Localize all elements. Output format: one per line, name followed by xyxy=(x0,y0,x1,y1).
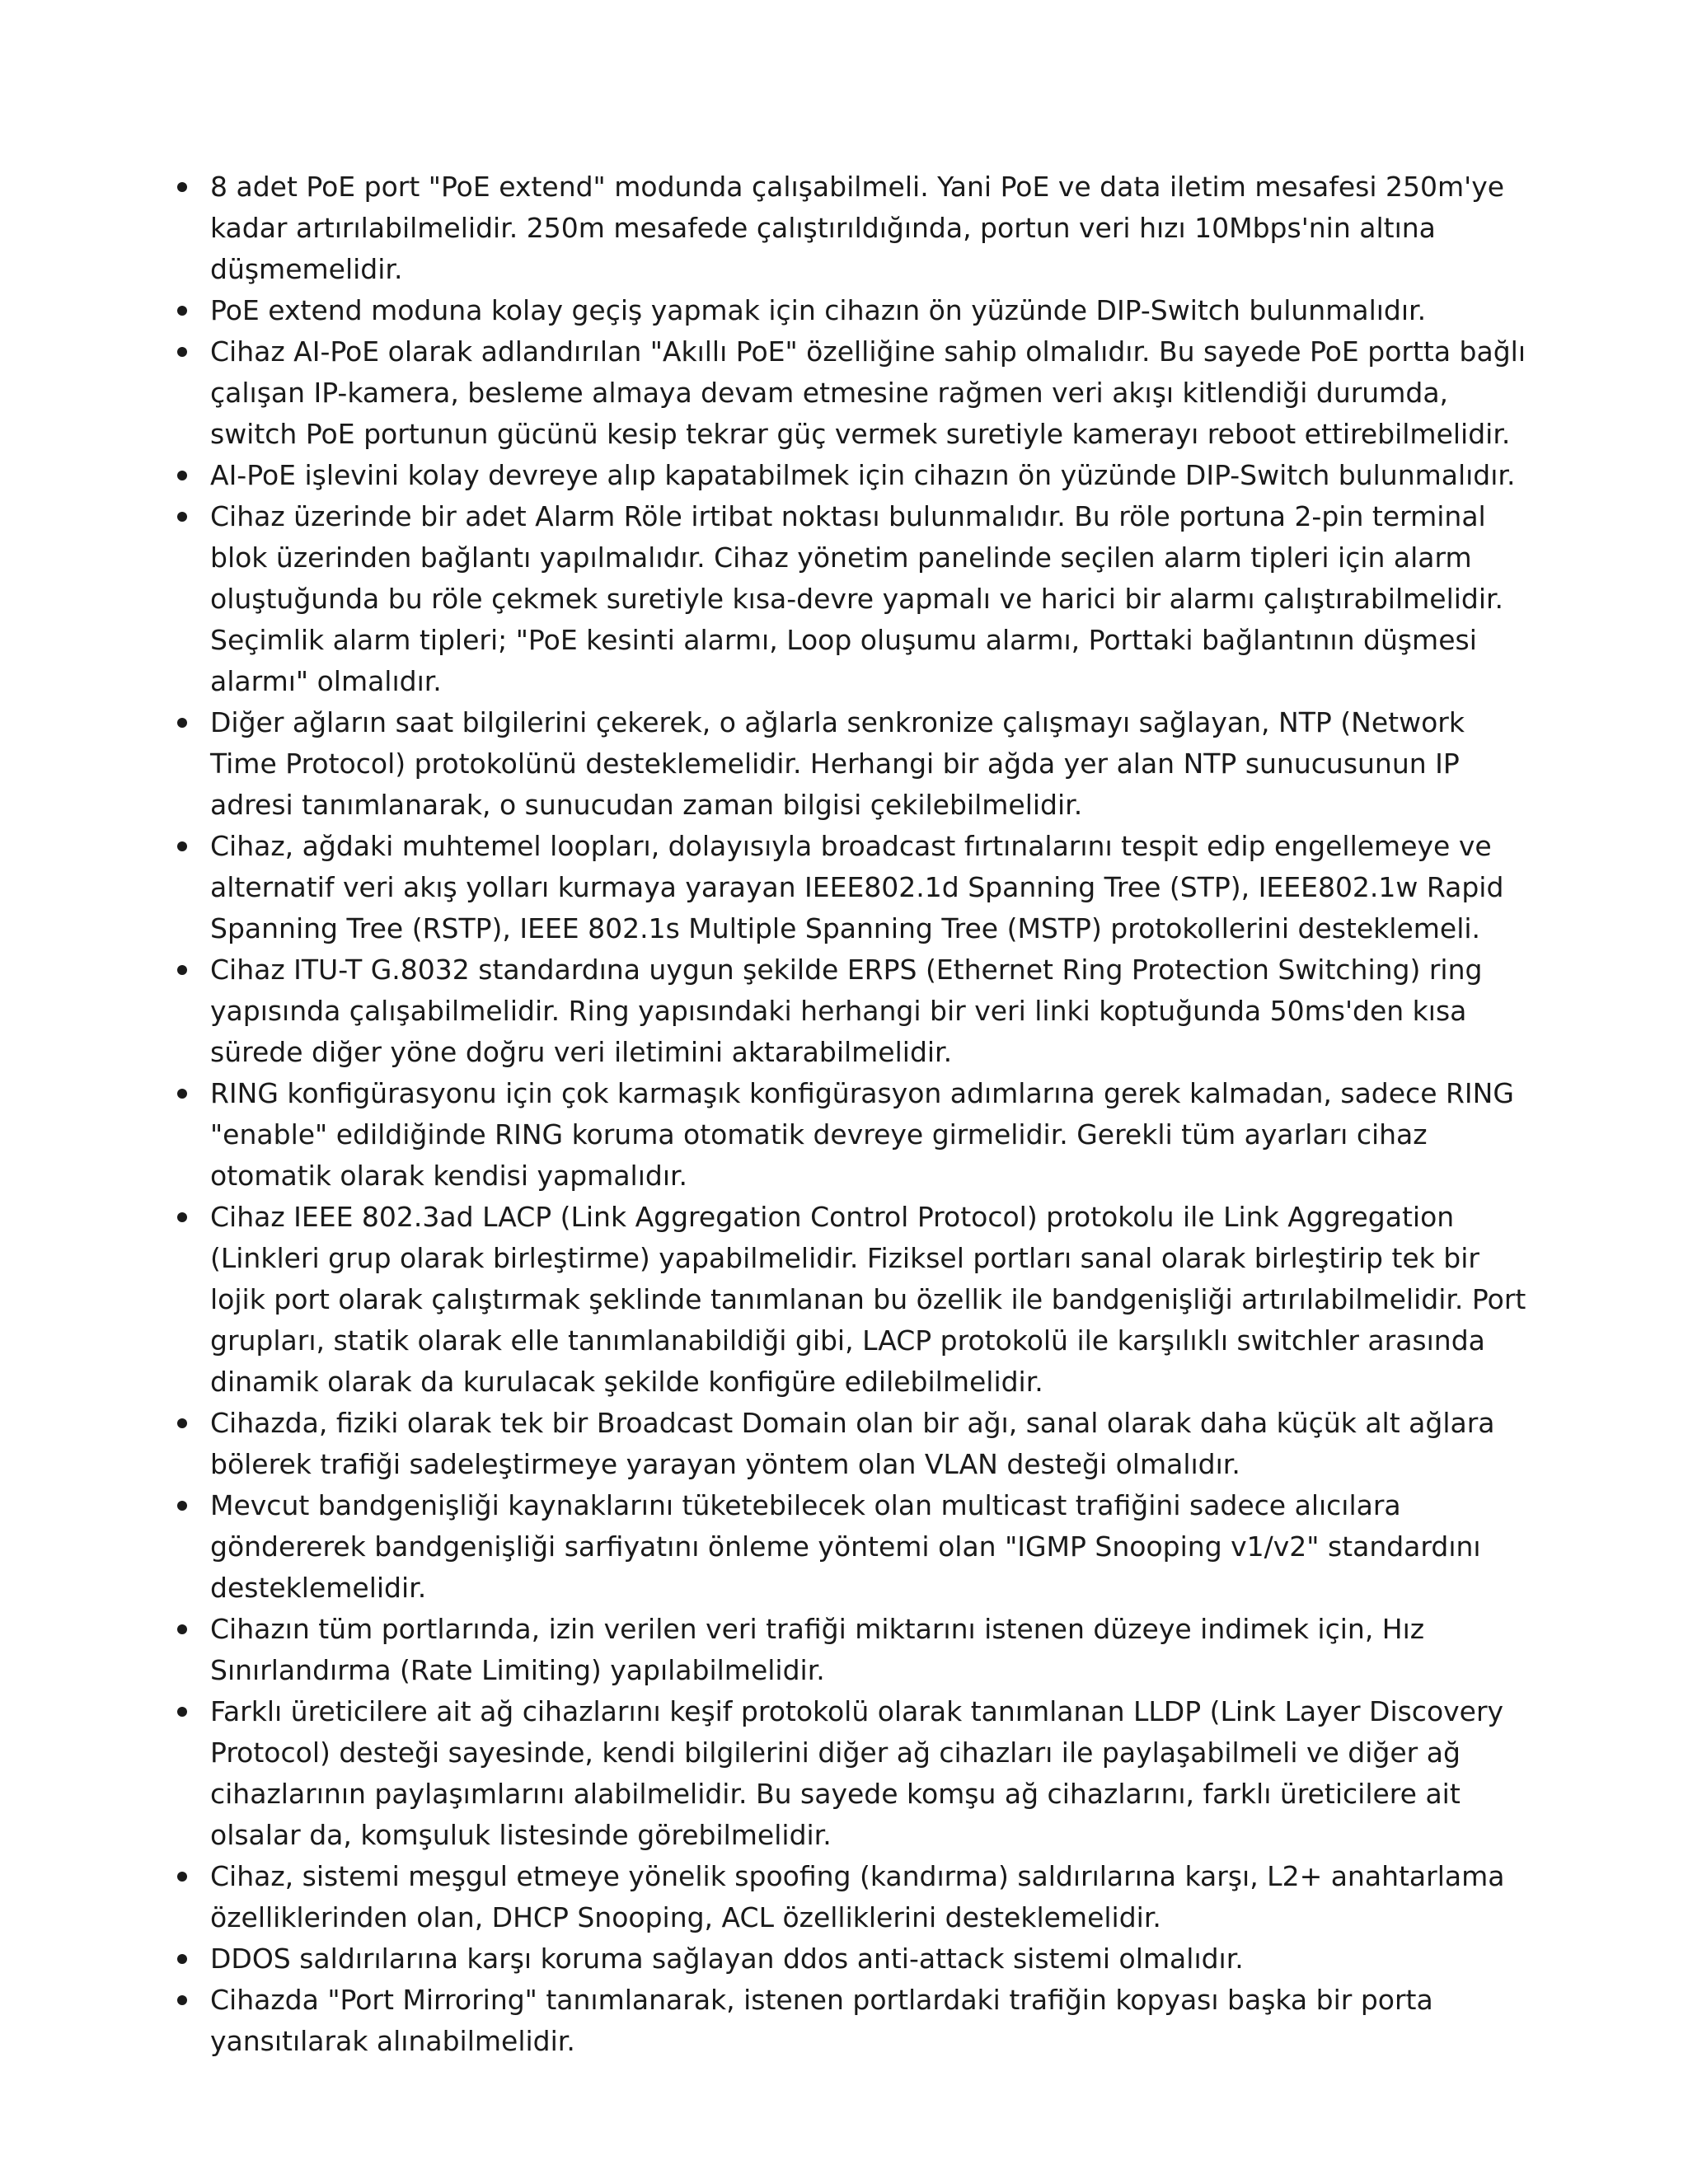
bullet-icon xyxy=(177,841,187,851)
bullet-icon xyxy=(177,1212,187,1222)
bullet-icon xyxy=(177,347,187,357)
list-item-text: RING konfigürasyonu için çok karmaşık konfigürasyon adımlarına gerek kalmadan, sadece RING "enable" edildiğinde RING koruma otomatik devreye girmelidir. Gerekli tüm ayarları cihaz otomatik olarak kendisi yapmalıdır. xyxy=(210,1077,1514,1192)
list-item-text: Cihazda, fiziki olarak tek bir Broadcast Domain olan bir ağı, sanal olarak daha küçük alt ağlara bölerek trafiği sadeleştirmeye yarayan yöntem olan VLAN desteği olmalıdır. xyxy=(210,1407,1495,1480)
bullet-icon xyxy=(177,1995,187,2005)
list-item-text: DDOS saldırılarına karşı koruma sağlayan ddos anti-attack sistemi olmalıdır. xyxy=(210,1943,1244,1975)
list-item-text: Mevcut bandgenişliği kaynaklarını tüketebilecek olan multicast trafiğini sadece alıcılara göndererek bandgenişliği sarfiyatını önleme yöntemi olan "IGMP Snooping v1/v2" standardını desteklemelidir. xyxy=(210,1489,1481,1604)
list-item-text: Cihaz, ağdaki muhtemel loopları, dolayısıyla broadcast fırtınalarını tespit edip engellemeye ve alternatif veri akış yolları kurmaya yarayan IEEE802.1d Spanning Tree (STP), IEEE802.1w Rapid Spanning Tree (RSTP), IEEE 802.1s Multiple Spanning Tree (MSTP) protokollerini desteklemeli. xyxy=(210,830,1504,944)
list-item xyxy=(177,1403,1529,1485)
list-item xyxy=(177,1980,1529,2062)
list-item-text: Cihaz ITU-T G.8032 standardına uygun şekilde ERPS (Ethernet Ring Protection Switching) ring yapısında çalışabilmelidir. Ring yapısındaki herhangi bir veri linki koptuğunda 50ms'den kısa sürede diğer yöne doğru veri iletimini aktarabilmelidir. xyxy=(210,954,1483,1068)
list-item xyxy=(177,1073,1529,1197)
list-item xyxy=(177,331,1529,455)
list-item-text: Cihazda "Port Mirroring" tanımlanarak, istenen portlardaki trafiğin kopyası başka bir porta yansıtılarak alınabilmelidir. xyxy=(210,1984,1433,2057)
bullet-icon xyxy=(177,1418,187,1428)
bullet-icon xyxy=(177,512,187,522)
bullet-icon xyxy=(177,1954,187,1964)
bullet-icon xyxy=(177,1707,187,1717)
list-item-text: Cihaz IEEE 802.3ad LACP (Link Aggregation Control Protocol) protokolu ile Link Aggregation (Linkleri grup olarak birleştirme) yapabilmelidir. Fiziksel portları sanal olarak birleştirip tek bir lojik port olarak çalıştırmak şeklinde tanımlanan bu özellik ile bandgenişliği artırılabilmelidir. Port grupları, statik olarak elle tanımlanabildiği gibi, LACP protokolü ile karşılıklı switchler arasında dinamik olarak da kurulacak şekilde konfigüre edilebilmelidir. xyxy=(210,1201,1526,1398)
list-item xyxy=(177,290,1529,331)
list-item xyxy=(177,1485,1529,1609)
list-item xyxy=(177,702,1529,826)
bullet-icon xyxy=(177,1089,187,1099)
list-item xyxy=(177,1609,1529,1691)
bullet-icon xyxy=(177,965,187,975)
list-item-text: Diğer ağların saat bilgilerini çekerek, o ağlarla senkronize çalışmayı sağlayan, NTP (Network Time Protocol) protokolünü desteklemelidir. Herhangi bir ağda yer alan NTP sunucusunun IP adresi tanımlanarak, o sunucudan zaman bilgisi çekilebilmelidir. xyxy=(210,706,1465,821)
list-item xyxy=(177,496,1529,702)
list-item-text: Cihazın tüm portlarında, izin verilen veri trafiği miktarını istenen düzeye indimek için, Hız Sınırlandırma (Rate Limiting) yapılabilmelidir. xyxy=(210,1613,1425,1686)
list-item-text: 8 adet PoE port "PoE extend" modunda çalışabilmeli. Yani PoE ve data iletim mesafesi 250m'ye kadar artırılabilmelidir. 250m mesafede çalıştırıldığında, portun veri hızı 10Mbps'nin altına düşmemelidir. xyxy=(210,171,1505,285)
list-item xyxy=(177,166,1529,290)
bullet-icon xyxy=(177,471,187,480)
list-item-text: Farklı üreticilere ait ağ cihazlarını keşif protokolü olarak tanımlanan LLDP (Link Layer Discovery Protocol) desteği sayesinde, kendi bilgilerini diğer ağ cihazları ile paylaşabilmeli ve diğer ağ cihazlarının paylaşımlarını alabilmelidir. Bu sayede komşu ağ cihazlarını, farklı üreticilere ait olsalar da, komşuluk listesinde görebilmelidir. xyxy=(210,1695,1504,1851)
bullet-icon xyxy=(177,1624,187,1634)
bullet-icon xyxy=(177,182,187,192)
list-item-text: Cihaz üzerinde bir adet Alarm Röle irtibat noktası bulunmalıdır. Bu röle portuna 2-pin terminal blok üzerinden bağlantı yapılmalıdır. Cihaz yönetim panelinde seçilen alarm tipleri için alarm oluştuğunda bu röle çekmek suretiyle kısa-devre yapmalı ve harici bir alarmı çalıştırabilmelidir. Seçimlik alarm tipleri; "PoE kesinti alarmı, Loop oluşumu alarmı, Porttaki bağlantının düşmesi alarmı" olmalıdır. xyxy=(210,500,1504,697)
list-item-text: PoE extend moduna kolay geçiş yapmak için cihazın ön yüzünde DIP-Switch bulunmalıdır. xyxy=(210,294,1427,326)
bullet-icon xyxy=(177,306,187,316)
list-item xyxy=(177,1691,1529,1856)
list-item-text: Cihaz, sistemi meşgul etmeye yönelik spoofing (kandırma) saldırılarına karşı, L2+ anahtarlama özelliklerinden olan, DHCP Snooping, ACL özelliklerini desteklemelidir. xyxy=(210,1860,1505,1933)
list-item-text: Cihaz AI-PoE olarak adlandırılan "Akıllı PoE" özelliğine sahip olmalıdır. Bu sayede PoE portta bağlı çalışan IP-kamera, besleme almaya devam etmesine rağmen veri akışı kitlendiği durumda, switch PoE portunun gücünü kesip tekrar güç vermek suretiyle kamerayı reboot ettirebilmelidir. xyxy=(210,335,1526,450)
bullet-icon xyxy=(177,718,187,728)
list-item xyxy=(177,1856,1529,1938)
list-item xyxy=(177,455,1529,496)
list-item xyxy=(177,826,1529,949)
list-item-text: AI-PoE işlevini kolay devreye alıp kapatabilmek için cihazın ön yüzünde DIP-Switch bulunmalıdır. xyxy=(210,459,1516,491)
specification-list xyxy=(177,166,1529,2062)
list-item xyxy=(177,1938,1529,1980)
bullet-icon xyxy=(177,1872,187,1882)
list-item xyxy=(177,1197,1529,1403)
list-item xyxy=(177,949,1529,1073)
bullet-icon xyxy=(177,1501,187,1511)
